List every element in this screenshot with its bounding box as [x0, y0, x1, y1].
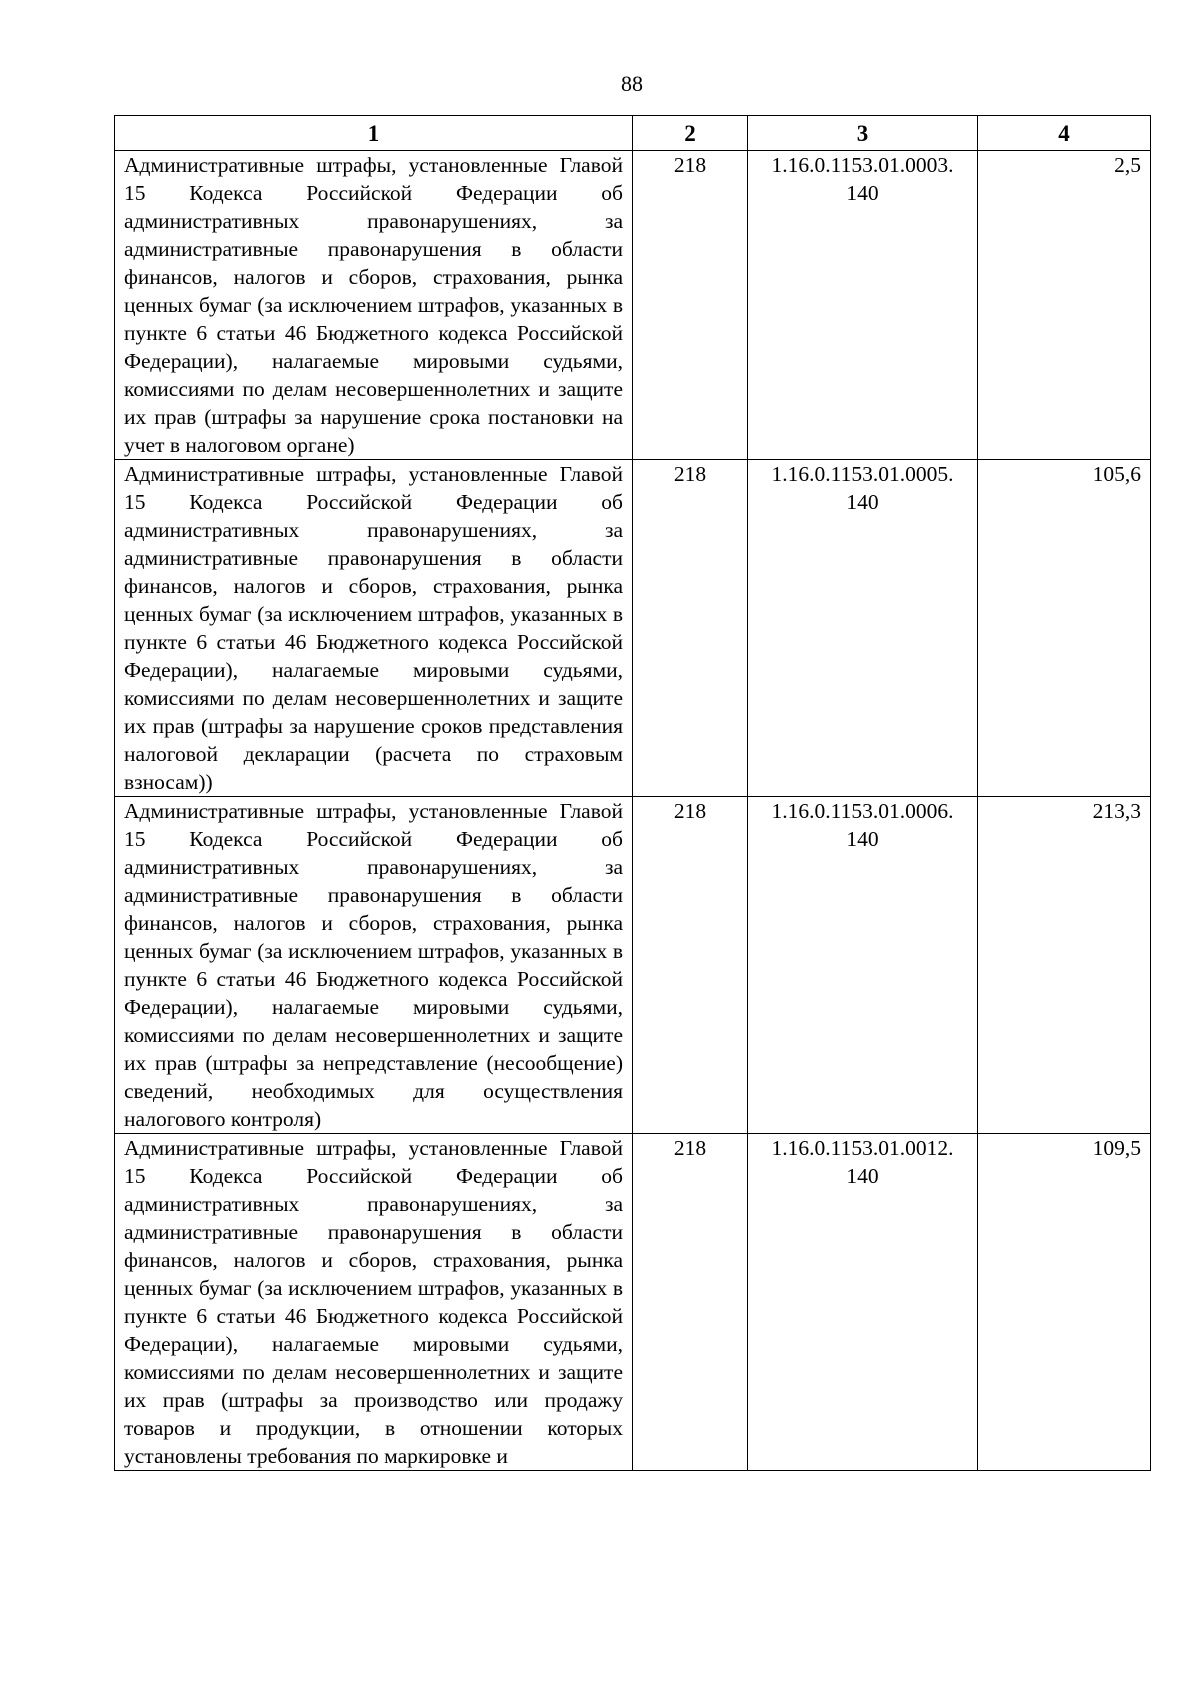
- page-number: 88: [621, 71, 643, 96]
- row-amount: 109,5: [978, 1134, 1151, 1471]
- kbk-code-line-1: 1.16.0.1153.01.0012.: [771, 1136, 954, 1160]
- row-kbk: [748, 797, 978, 1134]
- row-description: Административные штрафы, установленные Главой 15 Кодекса Российской Федерации об административных правонарушениях, за административные правонарушения в области финансов, налогов и сборов, страхования, рынка ценных бумаг (за исключением штрафов, указанных в пункте 6 статьи 46 Бюджетного кодекса Российской Федерации), налагаемые мировыми судьями, комиссиями по делам несовершеннолетних и защите их прав (штрафы за непредставление (несообщение) сведений, необходимых для осуществления налогового контроля): [115, 797, 633, 1134]
- row-admin-code: 218: [633, 460, 748, 797]
- column-header-2: 2: [633, 116, 748, 151]
- table-row: [115, 797, 1151, 1134]
- row-amount: 2,5: [978, 151, 1151, 460]
- kbk-code-line-1: 1.16.0.1153.01.0005.: [771, 462, 954, 486]
- table-row: [115, 1134, 1151, 1471]
- row-amount: 105,6: [978, 460, 1151, 797]
- column-header-4: 4: [978, 116, 1151, 151]
- row-admin-code: 218: [633, 797, 748, 1134]
- row-description: Административные штрафы, установленные Главой 15 Кодекса Российской Федерации об административных правонарушениях, за административные правонарушения в области финансов, налогов и сборов, страхования, рынка ценных бумаг (за исключением штрафов, указанных в пункте 6 статьи 46 Бюджетного кодекса Российской Федерации), налагаемые мировыми судьями, комиссиями по делам несовершеннолетних и защите их прав (штрафы за производство или продажу товаров и продукции, в отношении которых установлены требования по маркировке и: [115, 1134, 633, 1471]
- row-kbk: [748, 151, 978, 460]
- kbk-code-line-2: 140: [846, 1164, 879, 1188]
- kbk-code-line-2: 140: [846, 181, 879, 205]
- kbk-code-line-2: 140: [846, 490, 879, 514]
- table-row: [115, 460, 1151, 797]
- row-description: Административные штрафы, установленные Главой 15 Кодекса Российской Федерации об административных правонарушениях, за административные правонарушения в области финансов, налогов и сборов, страхования, рынка ценных бумаг (за исключением штрафов, указанных в пункте 6 статьи 46 Бюджетного кодекса Российской Федерации), налагаемые мировыми судьями, комиссиями по делам несовершеннолетних и защите их прав (штрафы за нарушение сроков представления налоговой декларации (расчета по страховым взносам)): [115, 460, 633, 797]
- row-description: Административные штрафы, установленные Главой 15 Кодекса Российской Федерации об административных правонарушениях, за административные правонарушения в области финансов, налогов и сборов, страхования, рынка ценных бумаг (за исключением штрафов, указанных в пункте 6 статьи 46 Бюджетного кодекса Российской Федерации), налагаемые мировыми судьями, комиссиями по делам несовершеннолетних и защите их прав (штрафы за нарушение срока постановки на учет в налоговом органе): [115, 151, 633, 460]
- row-kbk: [748, 1134, 978, 1471]
- revenue-table: [114, 115, 1151, 1471]
- kbk-code-line-2: 140: [846, 827, 879, 851]
- kbk-code-line-1: 1.16.0.1153.01.0006.: [771, 799, 954, 823]
- column-header-1: 1: [115, 116, 633, 151]
- table-header-row: [115, 116, 1151, 151]
- row-admin-code: 218: [633, 151, 748, 460]
- row-amount: 213,3: [978, 797, 1151, 1134]
- row-admin-code: 218: [633, 1134, 748, 1471]
- table-row: [115, 151, 1151, 460]
- row-kbk: [748, 460, 978, 797]
- column-header-3: 3: [748, 116, 978, 151]
- kbk-code-line-1: 1.16.0.1153.01.0003.: [771, 153, 954, 177]
